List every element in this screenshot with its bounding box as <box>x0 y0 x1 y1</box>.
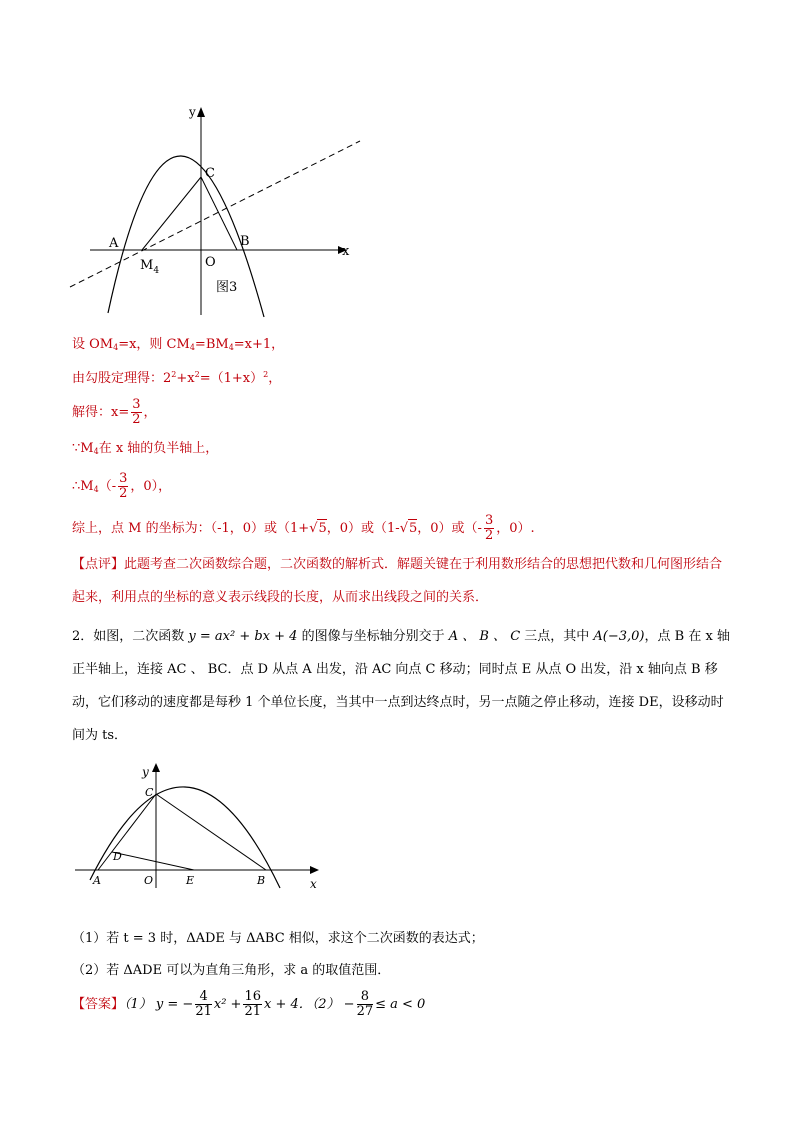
point-a-label: A <box>109 236 119 251</box>
segment-ac <box>98 794 156 870</box>
comment-text: 此题考查二次函数综合题，二次函数的解析式．解题关键在于利用数形结合的思想把代数和几何图形结合起来，利用点的坐标的意义表示线段的长度，从而求出线段之间的关系． <box>72 557 723 605</box>
fraction-16-21: $\frac{16}{21}$ <box>244 989 261 1019</box>
x-axis-label: x <box>310 877 317 891</box>
segment-cm4 <box>142 177 201 250</box>
problem-2-text: 2．如图，二次函数 y = ax² + bx + 4 的图像与坐标轴分别交于 A 、 B 、 C 三点，其中 A(−3,0)，点 B 在 x 轴正半轴上，连接 AC 、 BC．点 D 从点 A 出发，沿 AC 向点 C 移动；同时点 E 从点 O 出发，沿 x 轴向点 B 移动，它们移动的速度都是每秒 1 个单位长度，当其中一点到达终点时，另一点随之停止移动，连接 DE，设移动时间为 ts． <box>72 629 730 743</box>
segment-de <box>112 852 194 870</box>
point-a-label: A <box>93 874 101 887</box>
solution-line-5: $\therefore M_4(-$ $\frac{3}{2}$ ，0）， <box>72 471 172 501</box>
segment-bc <box>156 794 266 870</box>
solution-line-6: 综上，点 M 的坐标为：（-1，0）或（1+√5，0）或（1-√5，0）或（- $\frac{3}{2}$ ，0）. <box>72 513 535 543</box>
comment-tag: 【点评】 <box>72 557 125 572</box>
fraction-3-2: $\frac{3}{2}$ <box>132 397 141 427</box>
comment-paragraph <box>72 548 732 614</box>
fraction-3-2: $\frac{3}{2}$ <box>484 513 494 543</box>
figure-caption: 图3 <box>216 280 238 295</box>
fraction-3-2: $\frac{3}{2}$ <box>119 471 128 501</box>
point-c-label: C <box>205 166 215 181</box>
origin-label: O <box>144 874 154 887</box>
y-axis-label: y <box>142 765 149 779</box>
figure-3-graph <box>60 95 370 325</box>
solution-line-4: $\because M_4$在 x 轴的负半轴上， <box>72 441 219 456</box>
question-1: （1）若 t = 3 时，ΔADE 与 ΔABC 相似，求这个二次函数的表达式； <box>72 931 484 946</box>
x-axis-arrow <box>310 866 319 874</box>
fraction-4-21: $\frac{4}{21}$ <box>195 989 212 1019</box>
segment-cb <box>201 177 237 250</box>
y-axis-arrow <box>197 107 205 117</box>
x-axis-label: x <box>342 244 350 259</box>
solution-line-2: 由勾股定理得：$2^2+x^2=(1+x)^2$， <box>72 370 282 386</box>
solution-line-3: 解得：x= $\frac{3}{2}$ ， <box>72 397 157 427</box>
y-axis-arrow <box>152 763 160 772</box>
parabola-curve <box>90 787 280 888</box>
point-m4-label: $M_4$ <box>140 258 160 276</box>
point-d-label: D <box>113 850 122 863</box>
figure-problem-2-graph <box>70 760 340 900</box>
y-axis-label: y <box>189 105 196 119</box>
answer-line: 【答案】（1） y = − $\frac{4}{21}$ x² + $\frac{16}{21}$ x + 4．（2） − $\frac{8}{27}$ ≤ a < 0 <box>72 989 426 1019</box>
origin-label: O <box>205 255 216 270</box>
point-e-label: E <box>186 874 195 887</box>
answer-tag: 【答案】 <box>72 997 125 1012</box>
solution-line-1: 设 $OM_4=x$，则 $CM_4=BM_4=x+1$， <box>72 337 285 352</box>
point-c-label: C <box>145 786 154 799</box>
question-2: （2）若 ΔADE 可以为直角三角形，求 a 的取值范围． <box>72 963 391 978</box>
point-b-label: B <box>257 874 266 887</box>
fraction-8-27: $\frac{8}{27}$ <box>356 989 374 1019</box>
point-b-label: B <box>240 234 250 249</box>
